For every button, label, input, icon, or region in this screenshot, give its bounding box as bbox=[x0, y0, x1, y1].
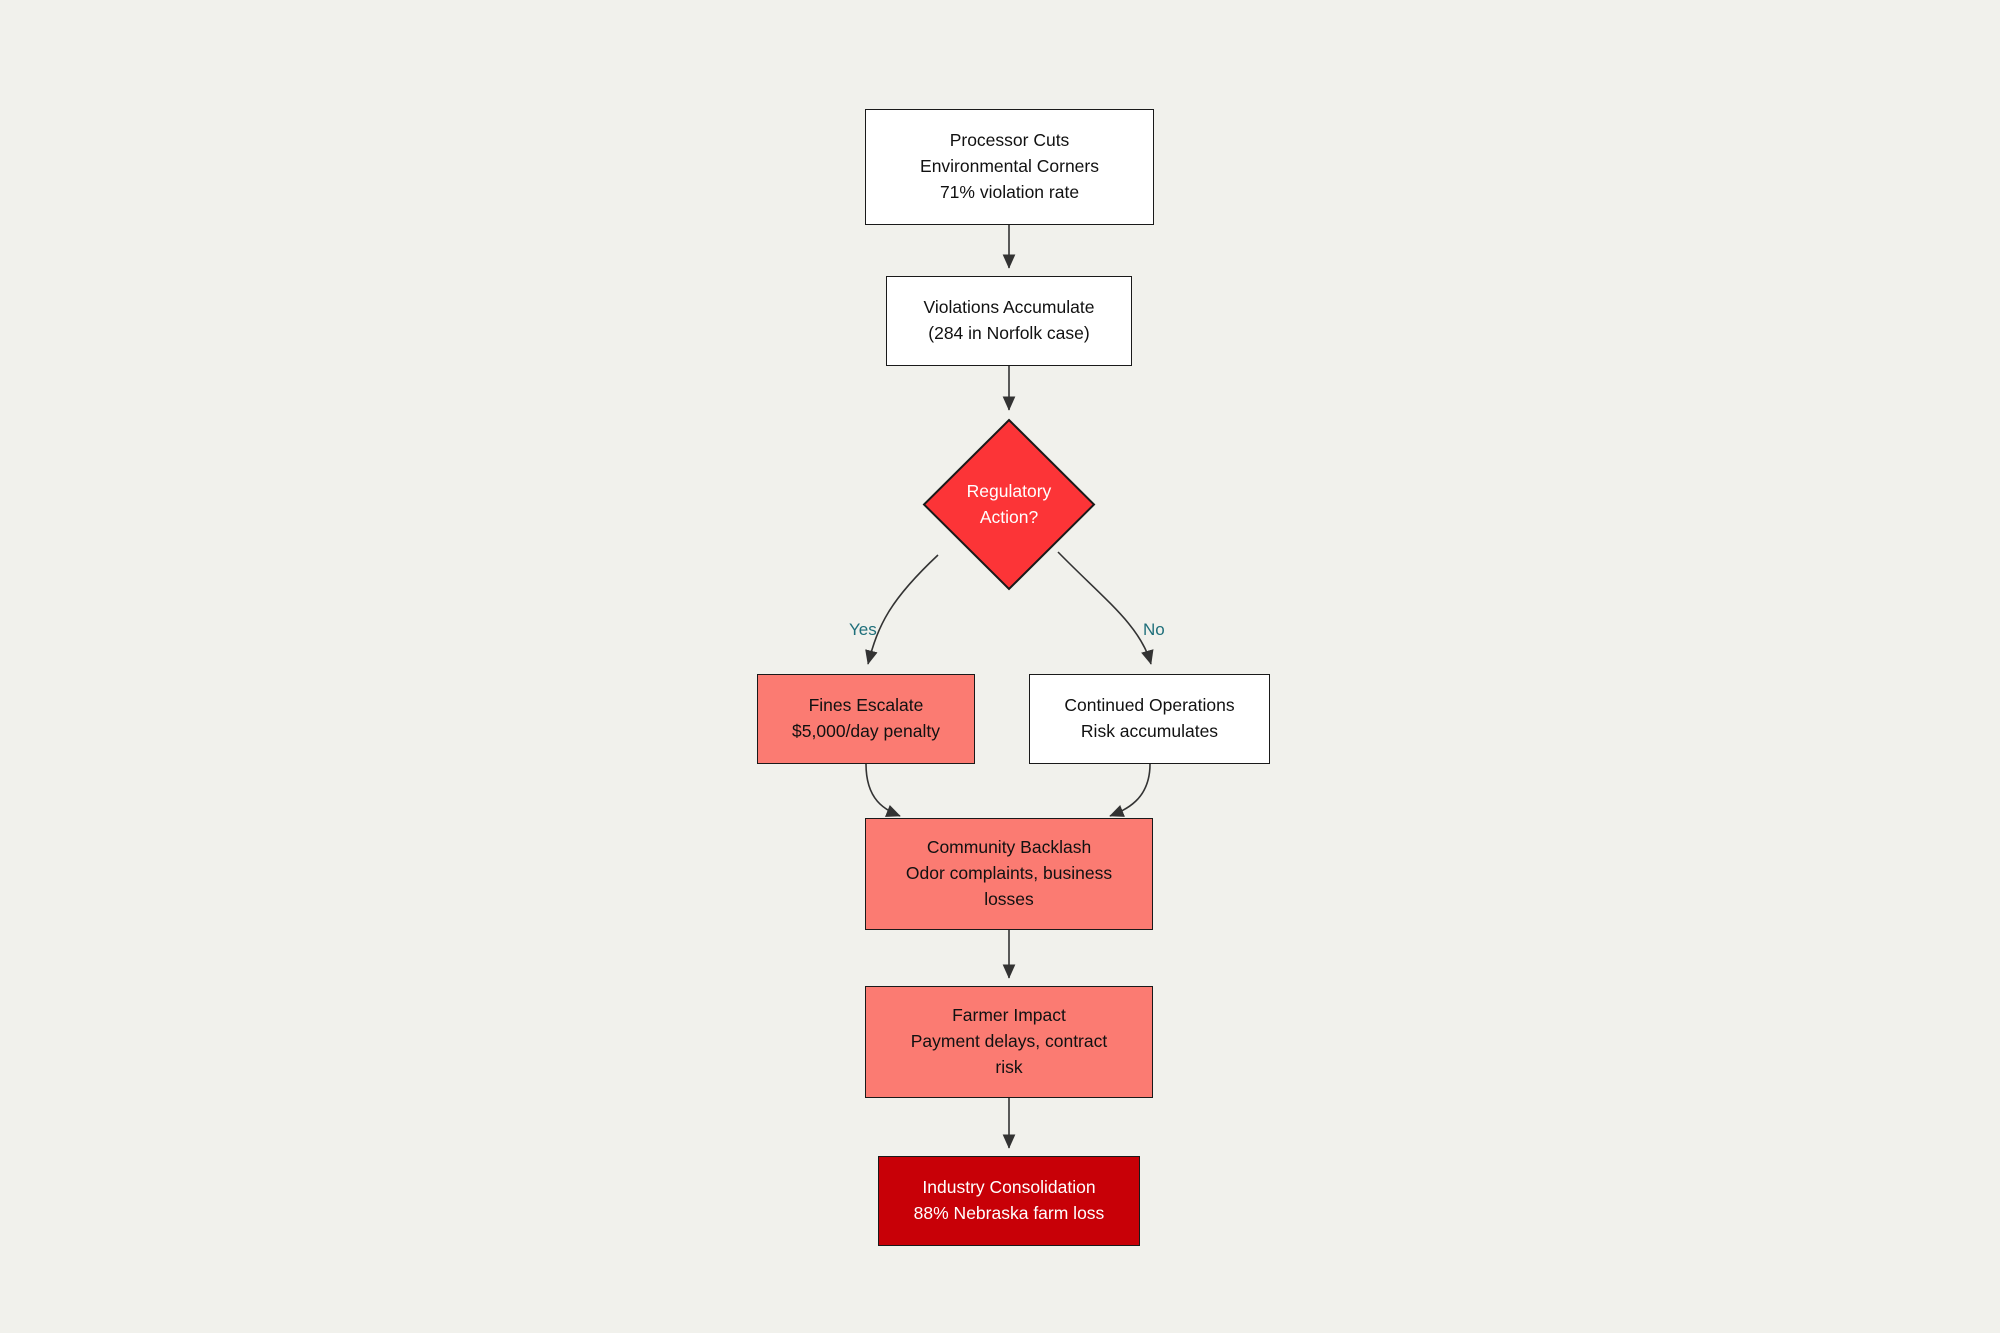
node-line: Risk accumulates bbox=[1080, 721, 1219, 741]
edge-fines-to-backlash bbox=[866, 764, 900, 816]
node-line: Community Backlash bbox=[926, 837, 1092, 858]
edge-continued-to-backlash bbox=[1110, 764, 1150, 816]
node-line: (284 in Norfolk case) bbox=[928, 323, 1090, 343]
node-community-backlash[interactable] bbox=[865, 818, 1153, 930]
node-continued-operations[interactable] bbox=[1029, 674, 1270, 764]
diamond-shape bbox=[921, 417, 1097, 592]
node-line: Continued Operations bbox=[1064, 695, 1235, 716]
node-line: Environmental Corners bbox=[920, 156, 1099, 177]
edge-label-no: No bbox=[1143, 620, 1165, 639]
node-line: losses bbox=[984, 888, 1034, 909]
node-line: $5,000/day penalty bbox=[792, 721, 940, 741]
node-line: Action? bbox=[979, 506, 1039, 527]
node-line: Industry Consolidation bbox=[922, 1177, 1096, 1198]
node-fines-escalate[interactable] bbox=[757, 674, 975, 764]
node-farmer-impact[interactable] bbox=[865, 986, 1153, 1098]
node-line: Violations Accumulate bbox=[923, 297, 1095, 318]
node-line: Odor complaints, business bbox=[905, 863, 1113, 884]
node-violations-accumulate[interactable] bbox=[886, 276, 1132, 366]
node-processor-cuts[interactable] bbox=[865, 109, 1154, 225]
node-line: 88% Nebraska farm loss bbox=[913, 1203, 1105, 1223]
node-regulatory-action[interactable] bbox=[921, 417, 1097, 592]
node-industry-consolidation[interactable] bbox=[878, 1156, 1140, 1246]
node-line: Payment delays, contract bbox=[910, 1031, 1108, 1052]
edge-label-yes: Yes bbox=[849, 620, 877, 639]
node-line: risk bbox=[995, 1056, 1023, 1077]
node-line: Regulatory bbox=[966, 480, 1052, 501]
node-line: 71% violation rate bbox=[939, 181, 1080, 202]
node-line: Processor Cuts bbox=[949, 130, 1070, 151]
node-line: Farmer Impact bbox=[952, 1005, 1066, 1026]
node-line: Fines Escalate bbox=[808, 695, 924, 716]
